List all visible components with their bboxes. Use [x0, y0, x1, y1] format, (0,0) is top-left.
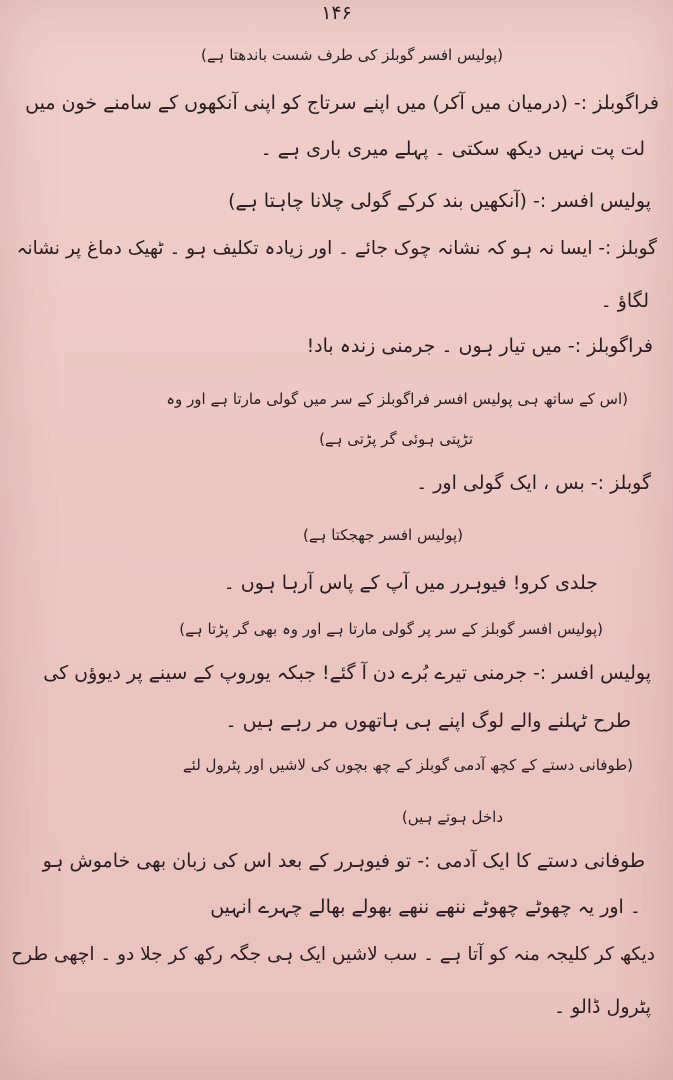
dialogue-line: لگاؤ ۔	[600, 290, 649, 312]
stage-direction: (طوفانی دستے کے کچھ آدمی گوبلز کے چھ بچوں کی لاشیں اور پٹرول لئے	[182, 756, 633, 774]
stage-direction: (اس کے ساتھ ہی پولیس افسر فراگوبلز کے سر میں گولی مارتا ہے اور وہ	[166, 390, 628, 408]
stage-direction: داخل ہوتے ہیں)	[401, 808, 503, 826]
dialogue-line: لت پت نہیں دیکھ سکتی ۔ پہلے میری باری ہے ۔	[260, 138, 645, 160]
dialogue-line: گوبلز :- ایسا نہ ہو کہ نشانہ چوک جائے ۔ اور زیادہ تکلیف ہو ۔ ٹھیک دماغ پر نشانہ	[16, 238, 657, 259]
dialogue-line: پٹرول ڈالو ۔	[553, 996, 651, 1018]
stage-direction: (پولیس افسر گوبلز کی طرف شست باندھتا ہے)	[201, 46, 503, 64]
page-number: ۱۴۶	[321, 2, 352, 24]
stage-direction: تڑپتی ہوئی گر پڑتی ہے)	[319, 430, 473, 448]
dialogue-line: جلدی کرو! فیوہرر میں آپ کے پاس آرہا ہوں ۔	[223, 572, 598, 594]
dialogue-line: دیکھ کر کلیجہ منہ کو آتا ہے ۔ سب لاشیں ایک ہی جگہ رکھ کر جلا دو ۔ اچھی طرح	[11, 944, 655, 965]
stage-direction: (پولیس افسر جھجکتا ہے)	[303, 526, 463, 544]
dialogue-line: فراگوبلز :- میں تیار ہوں ۔ جرمنی زندہ باد!	[306, 335, 653, 357]
stage-direction: (پولیس افسر گوبلز کے سر پر گولی مارتا ہے اور وہ بھی گر پڑتا ہے)	[179, 620, 603, 638]
dialogue-line: طرح ٹہلنے والے لوگ اپنے ہی ہاتھوں مر رہے ہیں ۔	[225, 710, 631, 732]
dialogue-line: فراگوبلز :- (درمیان میں آکر) میں اپنے سرتاج کو اپنی آنکھوں کے سامنے خون میں	[25, 92, 659, 114]
dialogue-line: ۔ اور یہ چھوٹے چھوٹے ننھے ننھے بھولے بھالے چہرے انہیں	[210, 896, 641, 918]
dialogue-line: طوفانی دستے کا ایک آدمی :- تو فیوہرر کے بعد اس کی زبان بھی خاموش ہو	[42, 850, 645, 872]
dialogue-line: پولیس افسر :- (آنکھیں بند کرکے گولی چلانا چاہتا ہے)	[228, 190, 651, 212]
dialogue-line: پولیس افسر :- جرمنی تیرے بُرے دن آ گئے! جبکہ یوروپ کے سینے پر دیوؤں کی	[43, 662, 651, 684]
dialogue-line: گوبلز :- بس ، ایک گولی اور ۔	[416, 472, 651, 494]
